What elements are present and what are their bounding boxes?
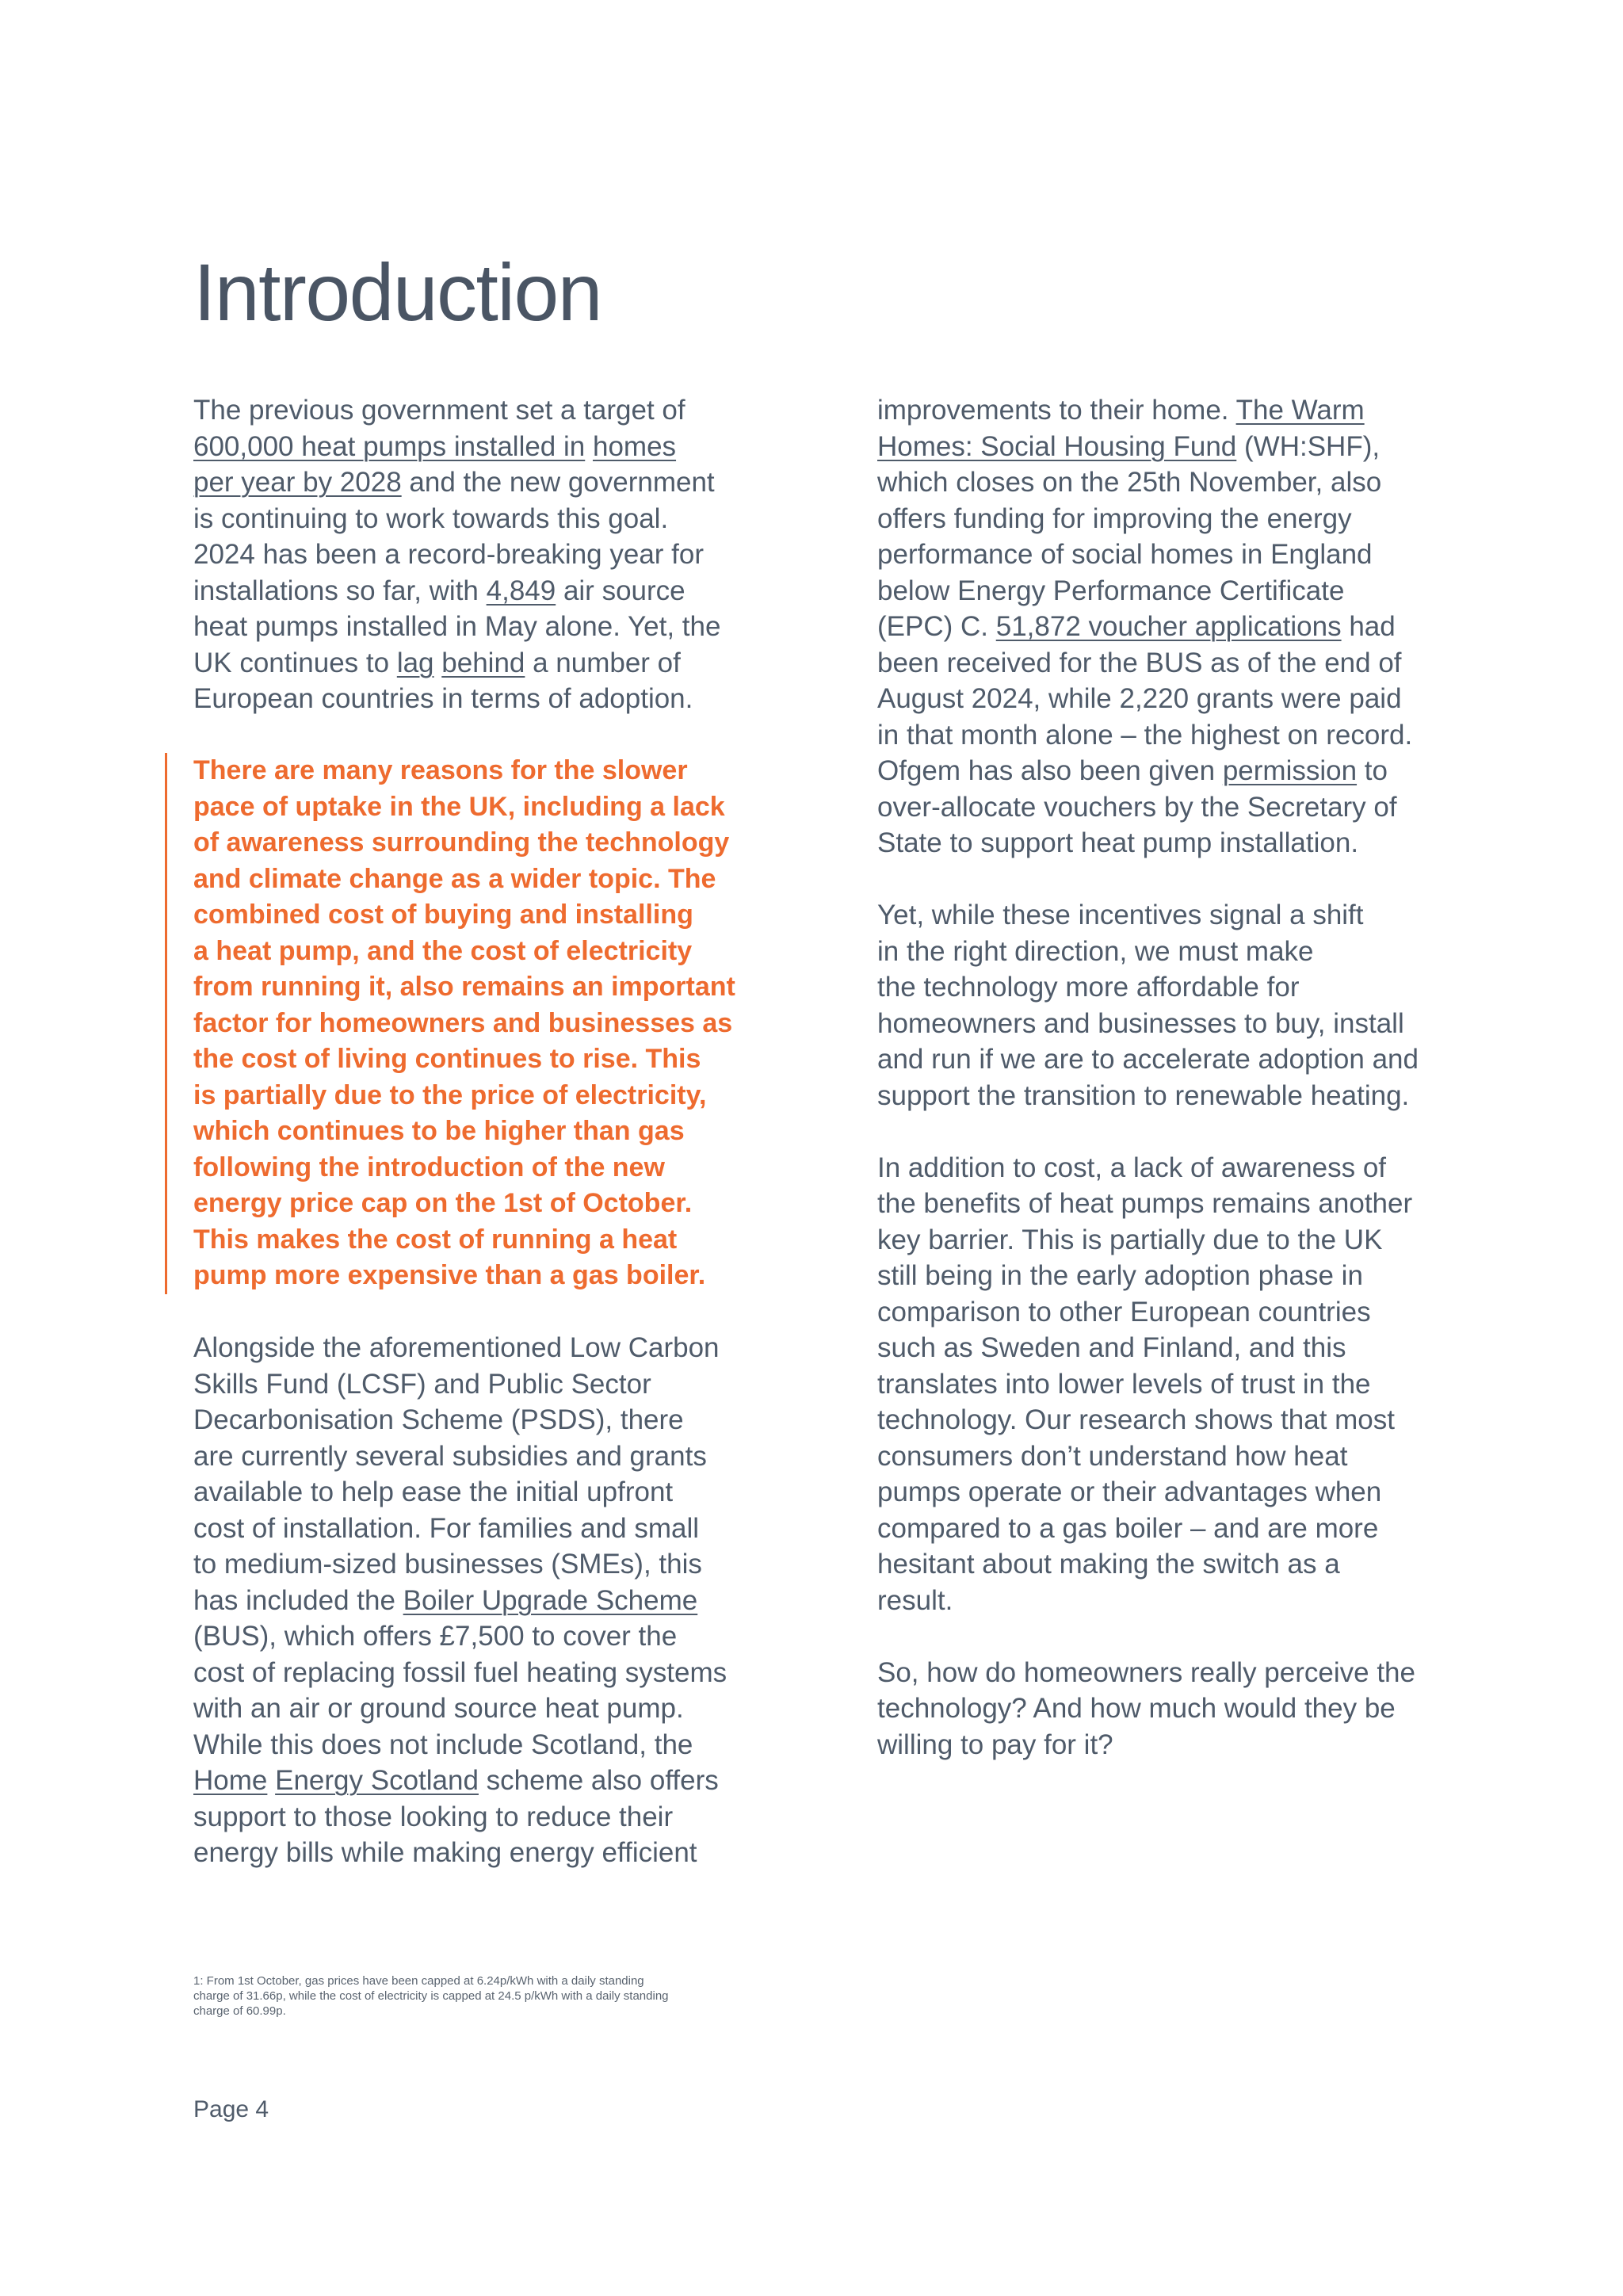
text-line: such as Sweden and Finland, and this bbox=[877, 1332, 1346, 1363]
paragraph-targets bbox=[193, 392, 796, 717]
text-line: the benefits of heat pumps remains another bbox=[877, 1188, 1413, 1219]
link-warm-homes-fund[interactable]: The Warm bbox=[1235, 395, 1365, 426]
text-line: the technology more affordable for bbox=[877, 972, 1300, 1003]
text-line: cost of replacing fossil fuel heating systems bbox=[193, 1656, 727, 1688]
text-line: willing to pay for it? bbox=[877, 1729, 1113, 1760]
text-line: support to those looking to reduce their bbox=[193, 1801, 674, 1832]
text-line: compared to a gas boiler – and are more bbox=[877, 1512, 1379, 1544]
text-line: 2024 has been a record-breaking year for bbox=[193, 539, 705, 570]
text-line: Yet, while these incentives signal a shift bbox=[877, 900, 1364, 930]
link-home[interactable]: Home bbox=[193, 1765, 268, 1796]
text-line: consumers don’t understand how heat bbox=[877, 1440, 1348, 1472]
text-line: translates into lower levels of trust in the bbox=[877, 1368, 1371, 1400]
link-behind[interactable]: behind bbox=[441, 647, 525, 678]
text-line: is continuing to work towards this goal. bbox=[193, 502, 669, 534]
quote-line: which continues to be higher than gas bbox=[193, 1116, 685, 1146]
text-line: offers funding for improving the energy bbox=[877, 502, 1352, 534]
paragraph-affordability bbox=[877, 897, 1480, 1114]
text-line: So, how do homeowners really perceive the bbox=[877, 1656, 1415, 1688]
text-line: In addition to cost, a lack of awareness of bbox=[877, 1152, 1387, 1183]
quote-line: from running it, also remains an important bbox=[193, 972, 735, 1002]
text-line: (BUS), which offers £7,500 to cover the bbox=[193, 1621, 678, 1652]
footnote bbox=[193, 1973, 796, 2019]
link-warm-homes-fund-cont[interactable]: Homes: Social Housing Fund bbox=[877, 430, 1237, 462]
link-energy-scotland[interactable]: Energy Scotland bbox=[275, 1765, 479, 1796]
quote-line: combined cost of buying and installing bbox=[193, 900, 693, 930]
quote-line: energy price cap on the 1st of October. bbox=[193, 1188, 693, 1218]
text-line: Home Energy Scotland scheme also offers bbox=[193, 1765, 719, 1796]
text-line: are currently several subsidies and grants bbox=[193, 1440, 707, 1472]
left-column bbox=[193, 392, 796, 1871]
text-line: in that month alone – the highest on record. bbox=[877, 719, 1413, 751]
right-column bbox=[877, 392, 1480, 1763]
link-4849[interactable]: 4,849 bbox=[486, 575, 556, 606]
quote-line: factor for homeowners and businesses as bbox=[193, 1007, 733, 1038]
link-boiler-upgrade-scheme[interactable]: Boiler Upgrade Scheme bbox=[403, 1584, 698, 1616]
text-line: below Energy Performance Certificate bbox=[877, 575, 1345, 606]
text-line: Decarbonisation Scheme (PSDS), there bbox=[193, 1404, 684, 1435]
text-line: (EPC) C. 51,872 voucher applications had bbox=[877, 611, 1396, 642]
link-voucher-applications[interactable]: 51,872 voucher applications bbox=[995, 611, 1342, 642]
text-line: available to help ease the initial upfront bbox=[193, 1477, 674, 1507]
paragraph-awareness bbox=[877, 1150, 1480, 1619]
text-line: The previous government set a target of bbox=[193, 395, 685, 426]
text-line: been received for the BUS as of the end of bbox=[877, 647, 1402, 678]
text-line: technology. Our research shows that most bbox=[877, 1404, 1395, 1435]
text-line: performance of social homes in England bbox=[877, 539, 1373, 570]
link-lag[interactable]: lag bbox=[396, 647, 434, 678]
text-line: still being in the early adoption phase in bbox=[877, 1260, 1363, 1291]
text-line: While this does not include Scotland, the bbox=[193, 1729, 693, 1760]
link-permission[interactable]: permission bbox=[1222, 755, 1358, 786]
footnote-line: charge of 60.99p. bbox=[193, 2004, 286, 2018]
text-line: installations so far, with 4,849 air source bbox=[193, 575, 685, 606]
quote-line: and climate change as a wider topic. The bbox=[193, 863, 716, 894]
page-title: Introduction bbox=[193, 247, 602, 338]
quote-line: There are many reasons for the slower bbox=[193, 755, 688, 785]
quote-line: pace of uptake in the UK, including a lack bbox=[193, 791, 725, 822]
text-line: energy bills while making energy efficient bbox=[193, 1837, 697, 1868]
text-line: cost of installation. For families and small bbox=[193, 1512, 700, 1544]
quote-line: a heat pump, and the cost of electricity bbox=[193, 935, 693, 966]
quote-line: the cost of living continues to rise. This bbox=[193, 1044, 701, 1074]
page-number: Page 4 bbox=[193, 2096, 269, 2122]
text-line: which closes on the 25th November, also bbox=[877, 467, 1382, 498]
paragraph-funds bbox=[877, 392, 1480, 861]
text-line: to medium-sized businesses (SMEs), this bbox=[193, 1549, 702, 1580]
text-line: heat pumps installed in May alone. Yet, the bbox=[193, 611, 721, 642]
link-homes-per-year-cont[interactable]: per year by 2028 bbox=[193, 467, 402, 498]
text-line: technology? And how much would they be bbox=[877, 1693, 1396, 1724]
link-homes-per-year[interactable]: homes bbox=[592, 430, 677, 462]
text-line: European countries in terms of adoption. bbox=[193, 683, 693, 714]
text-line: Ofgem has also been given permission to bbox=[877, 755, 1388, 786]
text-line: August 2024, while 2,220 grants were paid bbox=[877, 683, 1402, 714]
text-line: in the right direction, we must make bbox=[877, 935, 1314, 967]
highlight-quote bbox=[165, 753, 796, 1294]
text-line: over-allocate vouchers by the Secretary of bbox=[877, 791, 1397, 823]
text-line: has included the Boiler Upgrade Scheme bbox=[193, 1584, 698, 1616]
footnote-line: 1: From 1st October, gas prices have been capped at 6.24p/kWh with a daily standing bbox=[193, 1974, 644, 1988]
text-line bbox=[193, 429, 796, 465]
quote-line: This makes the cost of running a heat bbox=[193, 1224, 678, 1255]
quote-line: pump more expensive than a gas boiler. bbox=[193, 1260, 706, 1290]
text-line: Homes: Social Housing Fund (WH:SHF), bbox=[877, 430, 1381, 462]
text-line: Skills Fund (LCSF) and Public Sector bbox=[193, 1368, 651, 1400]
text-line: Alongside the aforementioned Low Carbon bbox=[193, 1332, 720, 1363]
text-line: improvements to their home. The Warm bbox=[877, 395, 1365, 426]
quote-line: is partially due to the price of electricity, bbox=[193, 1079, 707, 1110]
text-line: State to support heat pump installation. bbox=[877, 827, 1359, 858]
quote-line: of awareness surrounding the technology bbox=[193, 827, 730, 858]
quote-line: following the introduction of the new bbox=[193, 1152, 665, 1182]
text-line: key barrier. This is partially due to the UK bbox=[877, 1224, 1383, 1255]
text-line: homeowners and businesses to buy, install bbox=[877, 1007, 1404, 1039]
text-line: result. bbox=[877, 1584, 953, 1616]
footnote-line: charge of 31.66p, while the cost of electricity is capped at 24.5 p/kWh with a daily standing bbox=[193, 1989, 669, 2003]
text-line: with an air or ground source heat pump. bbox=[193, 1693, 684, 1724]
text-line: hesitant about making the switch as a bbox=[877, 1549, 1340, 1580]
link-heat-pump-target[interactable]: 600,000 heat pumps installed in bbox=[193, 430, 586, 462]
text-line: UK continues to lag behind a number of bbox=[193, 647, 681, 678]
text-line: support the transition to renewable heating. bbox=[877, 1079, 1410, 1111]
text-line: per year by 2028 and the new government bbox=[193, 467, 715, 498]
paragraph-question bbox=[877, 1655, 1480, 1763]
text-line: comparison to other European countries bbox=[877, 1296, 1371, 1328]
paragraph-subsidies bbox=[193, 1330, 796, 1871]
text-line: and run if we are to accelerate adoption and bbox=[877, 1044, 1419, 1075]
text-line: pumps operate or their advantages when bbox=[877, 1477, 1382, 1507]
